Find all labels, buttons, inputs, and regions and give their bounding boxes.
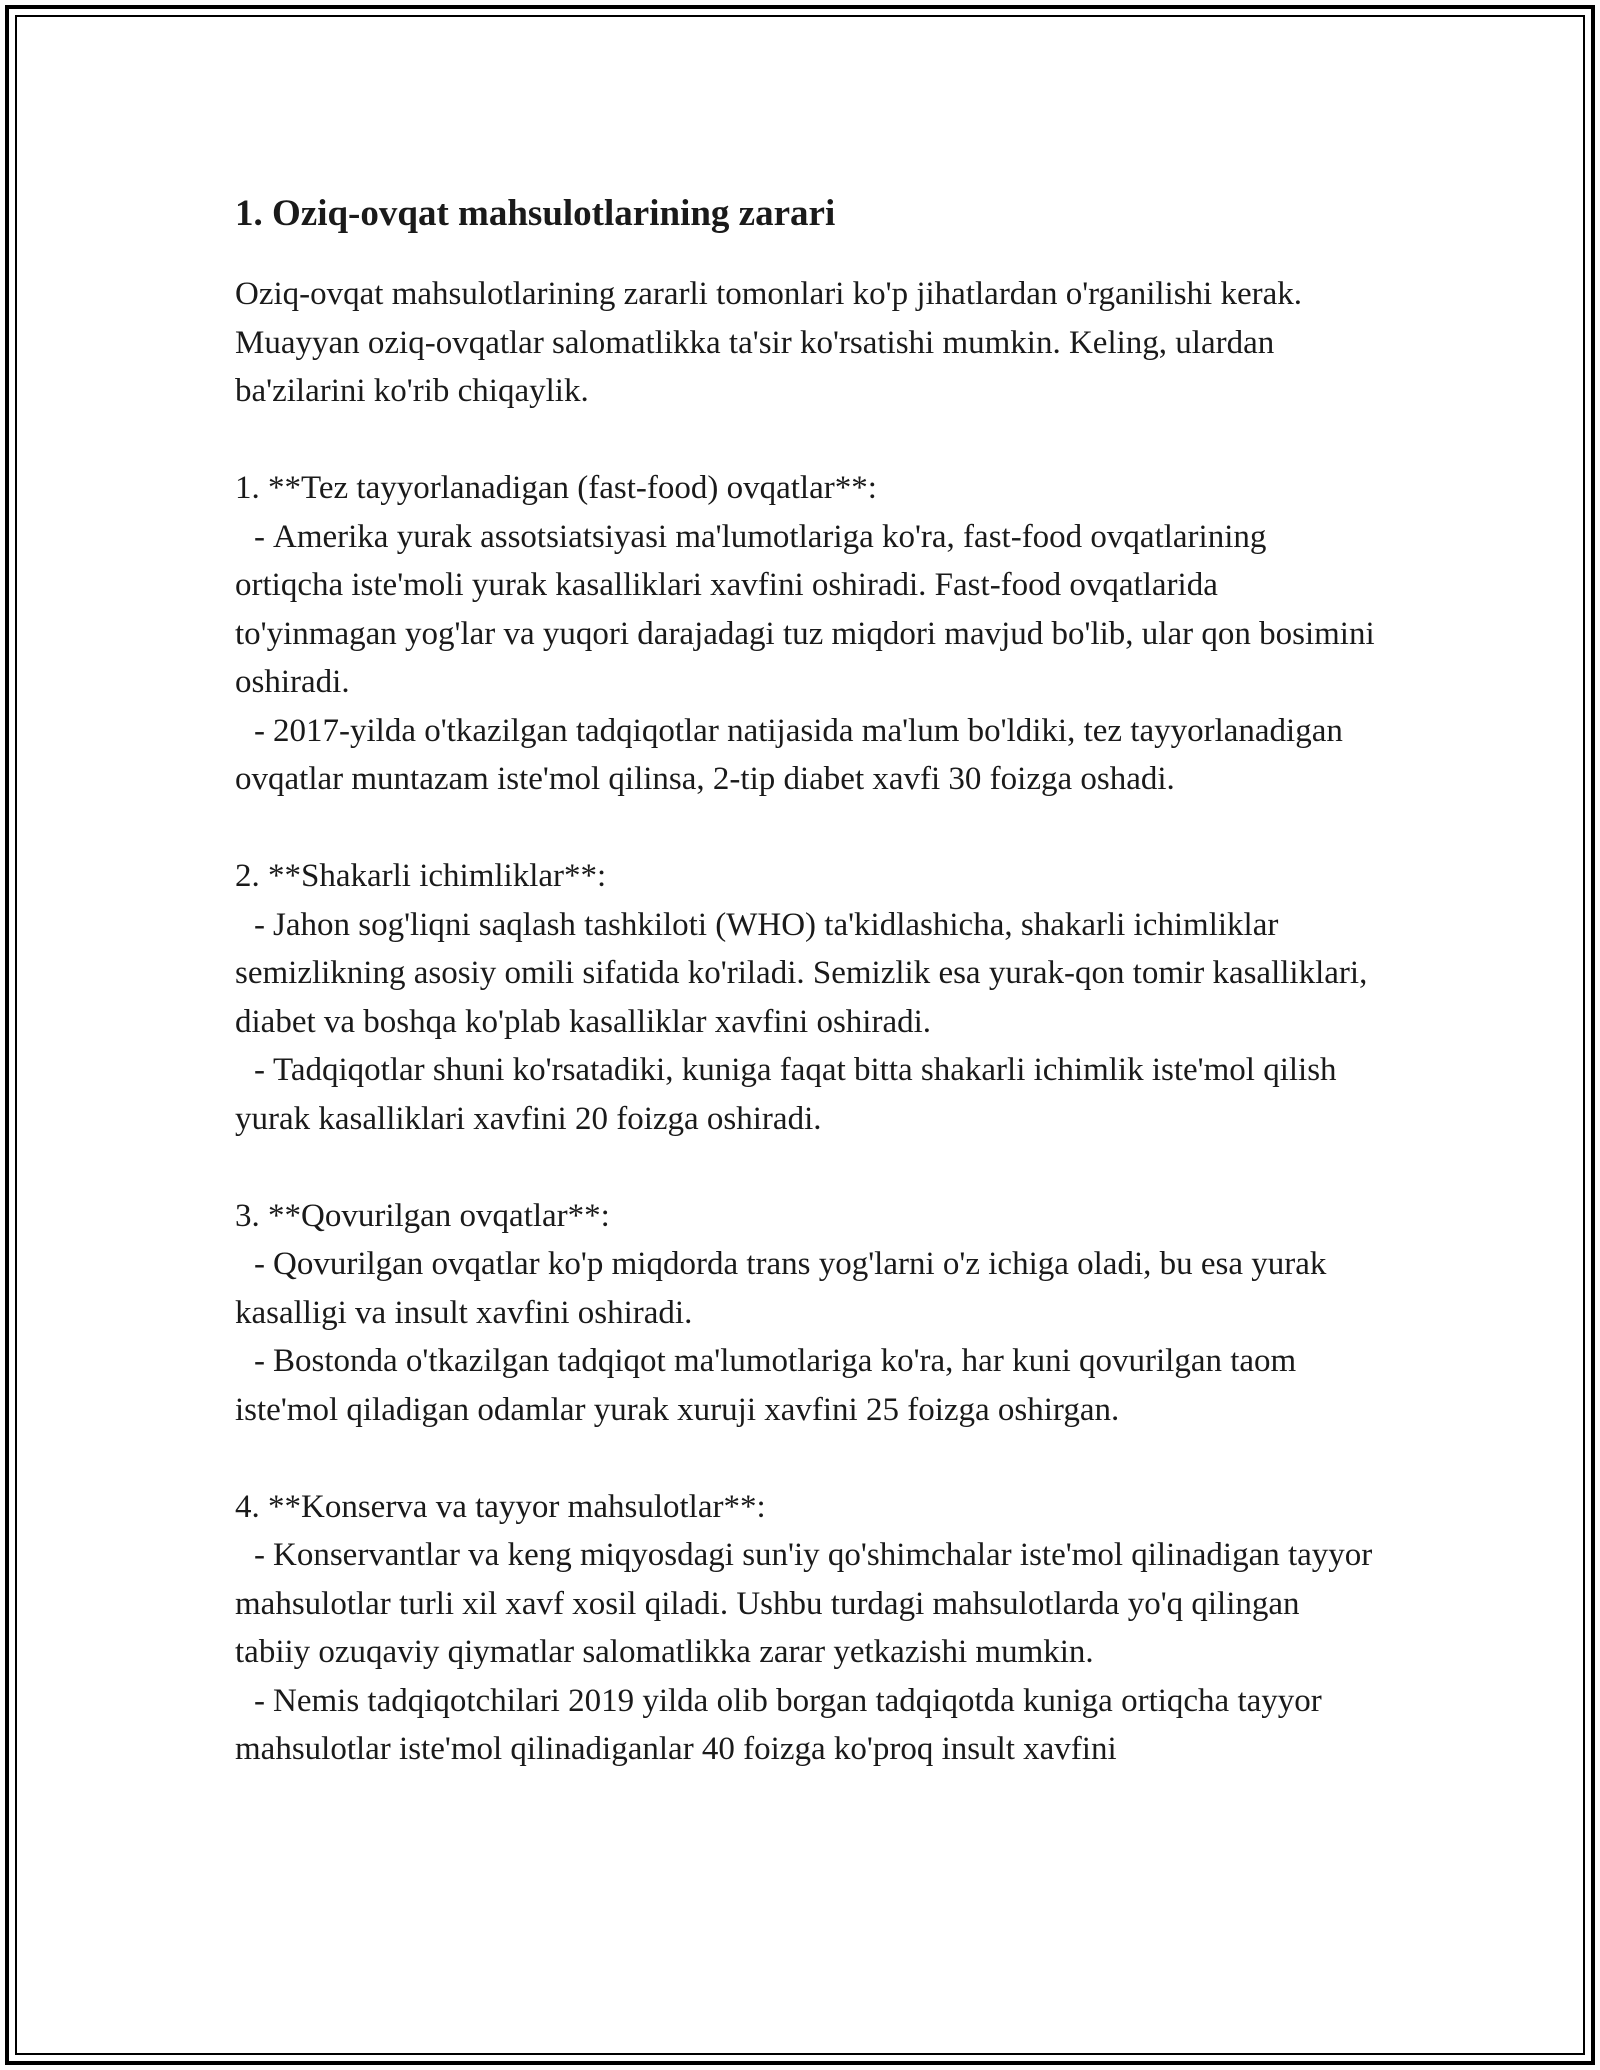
document-title: 1. Oziq-ovqat mahsulotlarining zarari xyxy=(235,193,836,234)
list-item xyxy=(235,1337,1375,1434)
list-item-text: Amerika yurak assotsiatsiyasi ma'lumotlariga ko'ra, fast-food ovqatlarining ortiqcha iste'moli yurak kasalliklari xavfini oshiradi. Fast-food ovqatlarida to'yinmagan yog'lar va yuqori darajadagi tuz miqdori mavjud bo'lib, ular qon bosimini oshiradi. xyxy=(235,518,1375,700)
list-item-text: 2017-yilda o'tkazilgan tadqiqotlar natijasida ma'lum bo'ldiki, tez tayyorlanadigan ovqatlar muntazam iste'mol qilinsa, 2-tip diabet xavfi 30 foizga oshadi. xyxy=(235,712,1343,797)
list-item xyxy=(235,1677,1375,1774)
list-item xyxy=(235,513,1375,707)
list-item xyxy=(235,1240,1375,1337)
bullet-dash: - xyxy=(254,712,265,749)
list-item-text: Konservantlar va keng miqyosdagi sun'iy qo'shimchalar iste'mol qilinadigan tayyor mahsulotlar turli xil xavf xosil qiladi. Ushbu turdagi mahsulotlarda yo'q qilingan tabiiy ozuqaviy qiymatlar salomatlikka zarar yetkazishi mumkin. xyxy=(235,1537,1373,1670)
section-heading: 1. **Tez tayyorlanadigan (fast-food) ovqatlar**: xyxy=(235,470,877,506)
section-fast-food xyxy=(235,464,1375,804)
list-item xyxy=(235,1531,1375,1677)
section-sugary-drinks xyxy=(235,852,1375,1143)
list-item xyxy=(235,707,1375,804)
bullet-dash: - xyxy=(254,518,265,555)
bullet-dash: - xyxy=(254,1537,265,1573)
list-item-text: Qovurilgan ovqatlar ko'p miqdorda trans yog'larni o'z ichiga oladi, bu esa yurak kasalligi va insult xavfini oshiradi. xyxy=(235,1246,1327,1331)
section-fried-foods xyxy=(235,1192,1375,1435)
section-heading: 4. **Konserva va tayyor mahsulotlar**: xyxy=(235,1488,766,1525)
section-canned-foods xyxy=(235,1483,1375,1774)
bullet-dash: - xyxy=(254,1682,265,1719)
list-item xyxy=(235,901,1375,1047)
intro-paragraph: Oziq-ovqat mahsulotlarining zararli tomonlari ko'p jihatlardan o'rganilishi kerak. Muayyan oziq-ovqatlar salomatlikka ta'sir ko'rsatishi mumkin. Keling, ulardan ba'zilarini ko'rib chiqaylik. xyxy=(235,276,1302,409)
bullet-dash: - xyxy=(254,1343,265,1379)
list-item-text: Nemis tadqiqotchilari 2019 yilda olib borgan tadqiqotda kuniga ortiqcha tayyor mahsulotlar iste'mol qilinadiganlar 40 foizga ko'proq insult xavfini xyxy=(235,1682,1322,1767)
list-item xyxy=(235,1046,1375,1143)
bullet-dash: - xyxy=(254,1052,265,1088)
list-item-text: Jahon sog'liqni saqlash tashkiloti (WHO) ta'kidlashicha, shakarli ichimliklar semizlikning asosiy omili sifatida ko'riladi. Semizlik esa yurak-qon tomir kasalliklari, diabet va boshqa ko'plab kasalliklar xavfini oshiradi. xyxy=(235,906,1368,1040)
bullet-dash: - xyxy=(254,906,265,943)
bullet-dash: - xyxy=(254,1246,265,1282)
section-heading: 2. **Shakarli ichimliklar**: xyxy=(235,858,607,894)
list-item-text: Bostonda o'tkazilgan tadqiqot ma'lumotlariga ko'ra, har kuni qovurilgan taom iste'mol qiladigan odamlar yurak xuruji xavfini 25 foizga oshirgan. xyxy=(235,1343,1297,1428)
section-heading: 3. **Qovurilgan ovqatlar**: xyxy=(235,1197,610,1234)
list-item-text: Tadqiqotlar shuni ko'rsatadiki, kuniga faqat bitta shakarli ichimlik iste'mol qilish yurak kasalliklari xavfini 20 foizga oshiradi. xyxy=(235,1052,1337,1137)
document-body xyxy=(235,188,1375,1822)
